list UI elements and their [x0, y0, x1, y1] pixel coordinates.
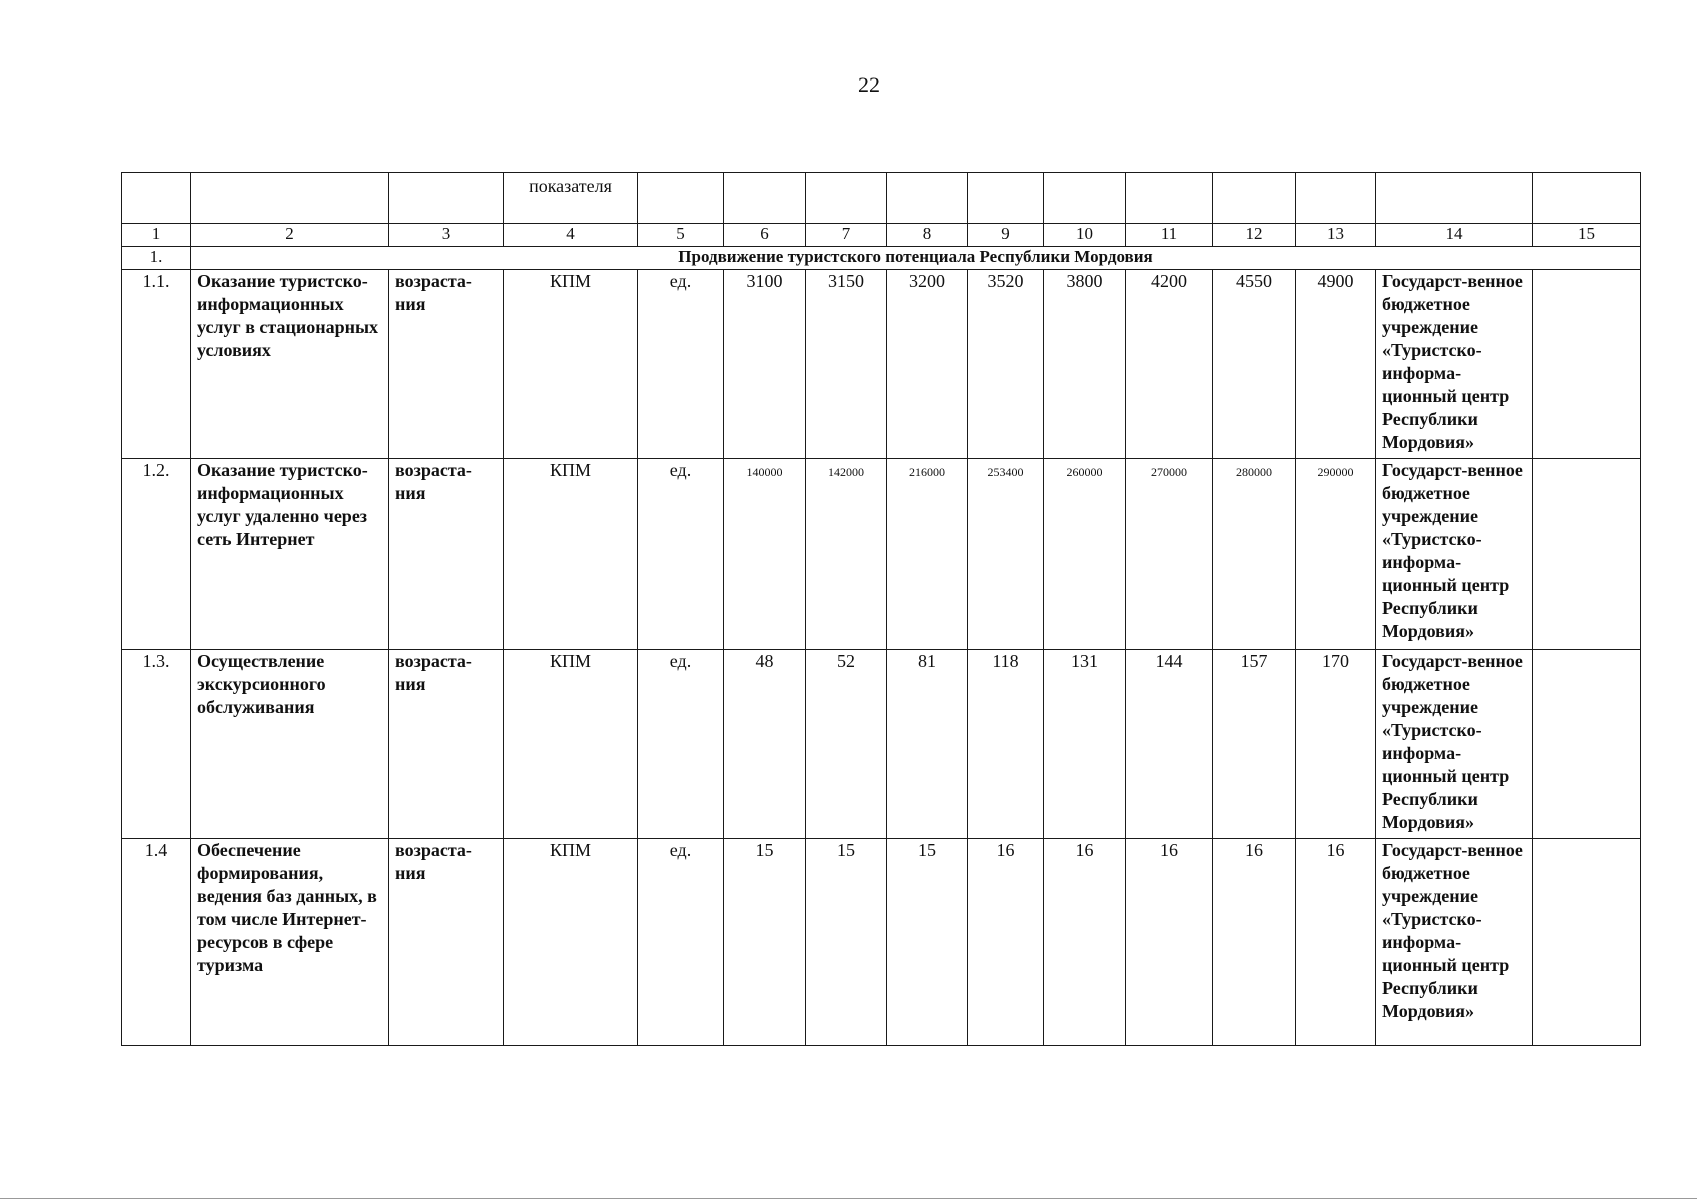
row-unit: ед. [638, 459, 724, 650]
row-name: Осуществление экскурсионного обслуживания [191, 650, 389, 839]
row-value: 3100 [724, 270, 806, 459]
row-value: 216000 [887, 459, 968, 650]
row-value: 16 [1044, 839, 1126, 1046]
row-name: Обеспечение формирования, ведения баз данных, в том числе Интернет-ресурсов в сфере туризма [191, 839, 389, 1046]
row-responsible-org: Государст-венное бюджетное учреждение «Туристско-информа-ционный центр Республики Мордовия» [1376, 459, 1533, 650]
row-extra [1533, 650, 1641, 839]
row-value: 118 [968, 650, 1044, 839]
cont-cell [1044, 173, 1126, 224]
cont-cell-indicator: показателя [504, 173, 638, 224]
row-extra [1533, 459, 1641, 650]
column-number: 6 [724, 224, 806, 247]
row-value: 290000 [1296, 459, 1376, 650]
row-value: 4200 [1126, 270, 1213, 459]
row-value: 15 [724, 839, 806, 1046]
indicators-table [121, 172, 1641, 1046]
column-number: 8 [887, 224, 968, 247]
row-extra [1533, 270, 1641, 459]
row-value: 16 [1213, 839, 1296, 1046]
row-type: КПМ [504, 270, 638, 459]
cont-cell [1296, 173, 1376, 224]
row-value: 16 [1296, 839, 1376, 1046]
row-responsible-org: Государст-венное бюджетное учреждение «Туристско-информа-ционный центр Республики Мордовия» [1376, 839, 1533, 1046]
cont-cell [1376, 173, 1533, 224]
row-value: 260000 [1044, 459, 1126, 650]
column-number: 14 [1376, 224, 1533, 247]
table-row [122, 459, 1641, 650]
row-value: 52 [806, 650, 887, 839]
table-row [122, 839, 1641, 1046]
column-number: 10 [1044, 224, 1126, 247]
row-value: 270000 [1126, 459, 1213, 650]
column-number: 3 [389, 224, 504, 247]
row-direction: возраста-ния [389, 459, 504, 650]
column-numbers-row [122, 224, 1641, 247]
row-direction: возраста-ния [389, 839, 504, 1046]
cont-cell [887, 173, 968, 224]
column-number: 9 [968, 224, 1044, 247]
page-number: 22 [858, 72, 880, 97]
cont-cell [806, 173, 887, 224]
row-number: 1.3. [122, 650, 191, 839]
section-number: 1. [122, 247, 191, 270]
row-name: Оказание туристско-информационных услуг удаленно через сеть Интернет [191, 459, 389, 650]
row-type: КПМ [504, 459, 638, 650]
table-row [122, 270, 1641, 459]
row-responsible-org: Государст-венное бюджетное учреждение «Туристско-информа-ционный центр Республики Мордовия» [1376, 650, 1533, 839]
cont-cell [389, 173, 504, 224]
row-value: 140000 [724, 459, 806, 650]
column-number: 11 [1126, 224, 1213, 247]
continuation-header-row [122, 173, 1641, 224]
row-extra [1533, 839, 1641, 1046]
row-value: 48 [724, 650, 806, 839]
column-number: 13 [1296, 224, 1376, 247]
row-value: 144 [1126, 650, 1213, 839]
row-value: 142000 [806, 459, 887, 650]
row-value: 15 [806, 839, 887, 1046]
cont-cell [968, 173, 1044, 224]
row-value: 170 [1296, 650, 1376, 839]
row-name: Оказание туристско-информационных услуг в стационарных условиях [191, 270, 389, 459]
row-type: КПМ [504, 839, 638, 1046]
column-number: 5 [638, 224, 724, 247]
column-number: 4 [504, 224, 638, 247]
row-unit: ед. [638, 270, 724, 459]
row-value: 253400 [968, 459, 1044, 650]
cont-cell [1533, 173, 1641, 224]
column-number: 2 [191, 224, 389, 247]
row-value: 131 [1044, 650, 1126, 839]
row-number: 1.2. [122, 459, 191, 650]
row-responsible-org: Государст-венное бюджетное учреждение «Туристско-информа-ционный центр Республики Мордовия» [1376, 270, 1533, 459]
row-value: 81 [887, 650, 968, 839]
row-unit: ед. [638, 839, 724, 1046]
row-value: 15 [887, 839, 968, 1046]
table-row [122, 650, 1641, 839]
row-direction: возраста-ния [389, 270, 504, 459]
row-value: 4550 [1213, 270, 1296, 459]
row-value: 280000 [1213, 459, 1296, 650]
row-value: 157 [1213, 650, 1296, 839]
column-number: 12 [1213, 224, 1296, 247]
cont-cell [122, 173, 191, 224]
cont-cell [1213, 173, 1296, 224]
row-unit: ед. [638, 650, 724, 839]
row-value: 4900 [1296, 270, 1376, 459]
row-value: 3520 [968, 270, 1044, 459]
row-value: 3150 [806, 270, 887, 459]
row-direction: возраста-ния [389, 650, 504, 839]
cont-cell [1126, 173, 1213, 224]
row-value: 3200 [887, 270, 968, 459]
column-number: 7 [806, 224, 887, 247]
column-number: 1 [122, 224, 191, 247]
row-number: 1.4 [122, 839, 191, 1046]
row-type: КПМ [504, 650, 638, 839]
section-title: Продвижение туристского потенциала Республики Мордовия [191, 247, 1641, 270]
page-edge-line [0, 1198, 1697, 1199]
cont-cell [724, 173, 806, 224]
row-value: 3800 [1044, 270, 1126, 459]
cont-cell [191, 173, 389, 224]
row-value: 16 [968, 839, 1044, 1046]
column-number: 15 [1533, 224, 1641, 247]
row-number: 1.1. [122, 270, 191, 459]
cont-cell [638, 173, 724, 224]
row-value: 16 [1126, 839, 1213, 1046]
section-row [122, 247, 1641, 270]
